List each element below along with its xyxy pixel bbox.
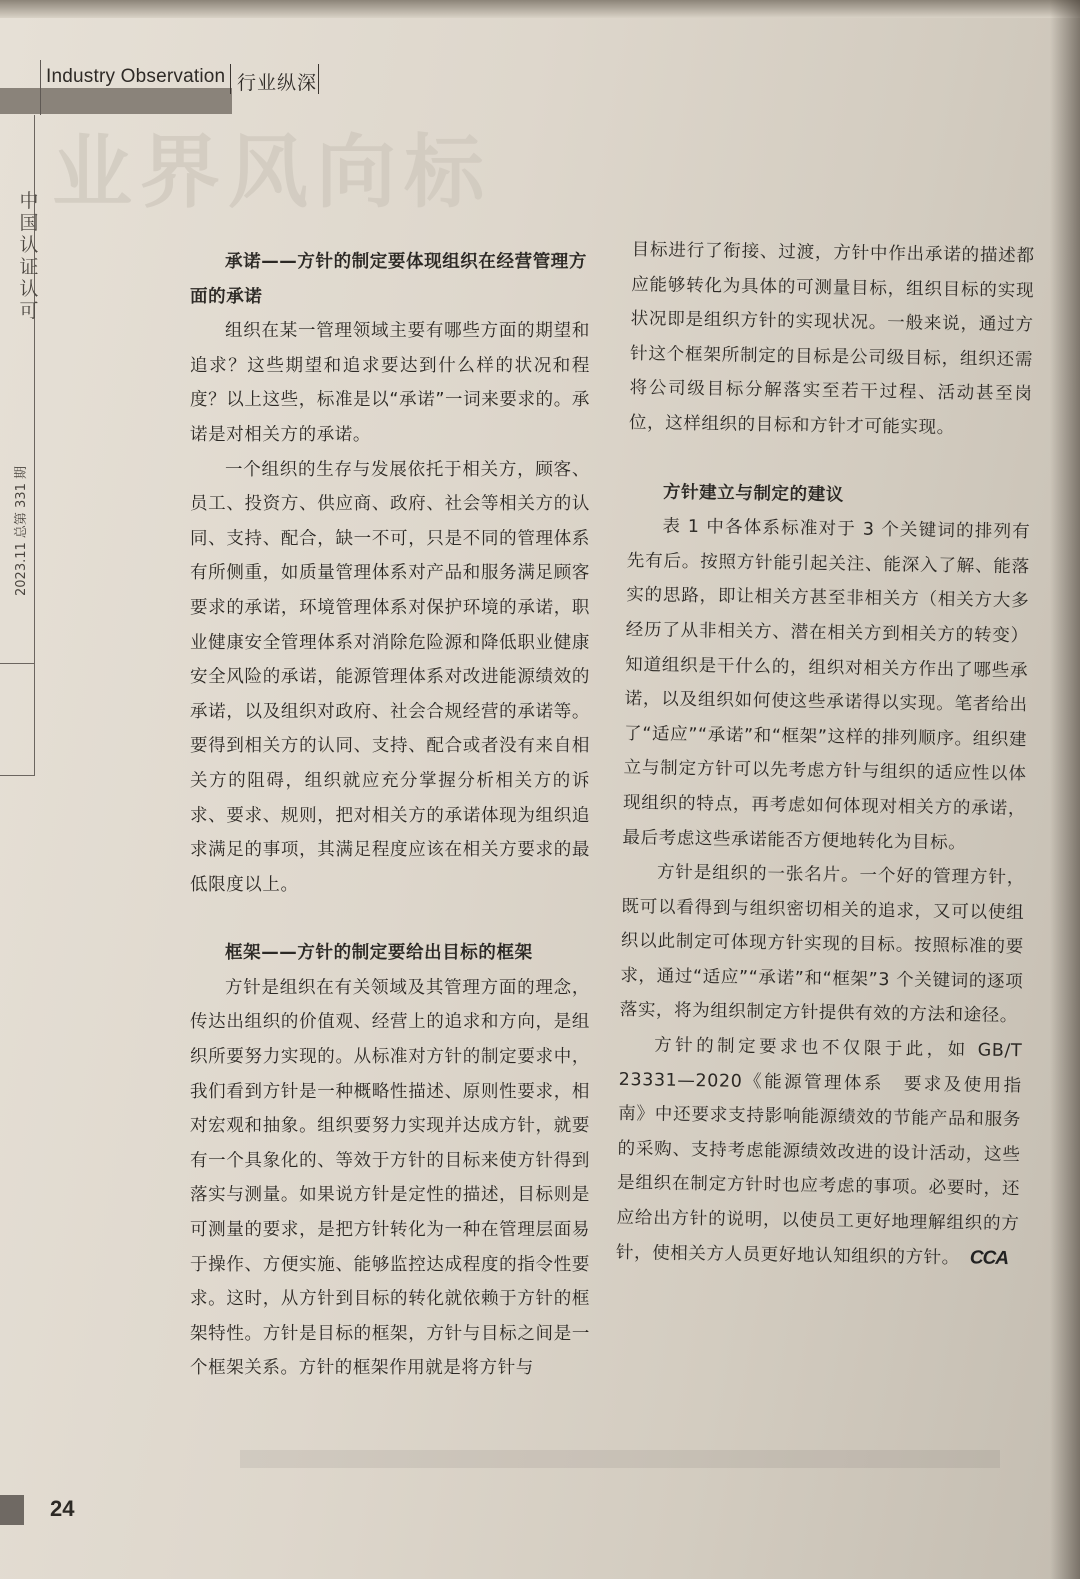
paragraph-text: 方针的制定要求也不仅限于此，如 GB/T 23331—2020《能源管理体系 要求及使用指南》中还要求支持影响能源绩效的节能产品和服务的采购、支持考虑能源绩效改进的设计活动，这些是组织在制定方针时也应考虑的事项。必要时，还应给出方针的说明，以使员工更好地理解组织的方针，使相关方人员更好地认知组织的方针。 — [615, 1035, 1023, 1268]
sidebar-divider — [0, 775, 35, 776]
header-separator — [230, 64, 231, 94]
section-heading: 方针建立与制定的建议 — [662, 482, 845, 505]
paragraph-final — [616, 1028, 1023, 1276]
sidebar-divider — [0, 663, 35, 664]
section-title-en: Industry Observation — [46, 66, 226, 87]
paragraph: 一个组织的生存与发展依托于相关方，顾客、员工、投资方、供应商、政府、社会等相关方的认同、支持、配合，缺一不可，只是不同的管理体系有所侧重，如质量管理体系对产品和服务满足顾客要求的承诺，环境管理体系对保护环境的承诺，职业健康安全管理体系对消除危险源和降低职业健康安全风险的承诺，能源管理体系对改进能源绩效的承诺，以及组织对政府、社会合规经营的承诺等。要得到相关方的认同、支持、配合或者没有来自相关方的阻碍，组织就应充分掌握分析相关方的诉求、要求、规则，把对相关方的承诺体现为组织追求满足的事项，其满足程度应该在相关方要求的最低限度以上。 — [190, 459, 590, 895]
cca-end-logo: CCA — [969, 1247, 1009, 1269]
bleed-through-text — [240, 1450, 1000, 1468]
magazine-name: 中国认证认可 — [19, 190, 39, 322]
page-number-tab — [0, 1495, 24, 1525]
paragraph-continued: 目标进行了衔接、过渡，方针中作出承诺的描述都应能够转化为具体的可测量目标，组织目标的实现状况即是组织方针的实现状况。一般来说，通过方针这个框架所制定的目标是公司级目标，组织还需将公司级目标分解落实至若干过程、活动甚至岗位，这样组织的目标和方针才可能实现。 — [628, 239, 1035, 439]
right-column — [616, 233, 1035, 1276]
issue-label: 2023.11 总第 331 期 — [14, 466, 29, 596]
paragraph: 表 1 中各体系标准对于 3 个关键词的排列有先有后。按照方针能引起关注、能深入了解、能落实的思路，即让相关方甚至非相关方（相关方大多经历了从非相关方、潜在相关方到相关方的转变）知道组织是干什么的，组织对相关方作出了哪些承诺，以及组织如何使这些承诺得以实现。笔者给出了“适应”“承诺”和“框架”这样的排列顺序。组织建立与制定方针可以先考虑方针与组织的适应性以体现组织的特点，再考虑如何体现对相关方的承诺，最后考虑这些承诺能否方便地转化为目标。 — [622, 516, 1031, 853]
section-heading: 承诺——方针的制定要体现组织在经营管理方面的承诺 — [190, 252, 587, 307]
paragraph: 组织在某一管理领域主要有哪些方面的期望和追求？这些期望和追求要达到什么样的状况和程度？以上这些，标准是以“承诺”一词来要求的。承诺是对相关方的承诺。 — [190, 321, 590, 445]
header-vertical-rule — [40, 60, 41, 115]
paragraph: 方针是组织的一张名片。一个好的管理方针，既可以看得到与组织密切相关的追求，又可以使组织以此制定可体现方针实现的目标。按照标准的要求，通过“适应”“承诺”和“框架”3 个关键词的逐项落实，将为组织制定方针提供有效的方法和途径。 — [619, 862, 1026, 1027]
paragraph: 方针是组织在有关领域及其管理方面的理念，传达出组织的价值观、经营上的追求和方向，是组织所要努力实现的。从标准对方针的制定要求中，我们看到方针是一种概略性描述、原则性要求，相对宏观和抽象。组织要努力实现并达成方针，就要有一个具象化的、等效于方针的目标来使方针得到落实与测量。如果说方针是定性的描述，目标则是可测量的要求，是把方针转化为一种在管理层面易于操作、方便实施、能够监控达成程度的指令性要求。这时，从方针到目标的转化就依赖于方针的框架特性。方针是目标的框架，方针与目标之间是一个框架关系。方针的框架作用就是将方针与 — [190, 977, 590, 1379]
section-heading: 框架——方针的制定要给出目标的框架 — [225, 943, 533, 964]
page-number: 24 — [50, 1496, 75, 1521]
left-column — [190, 245, 590, 1386]
section-watermark: 业界风向标 — [52, 126, 492, 219]
header-bar — [0, 88, 232, 114]
header-separator — [318, 64, 319, 94]
page-gutter-shadow — [1050, 0, 1080, 1579]
page-top-edge — [0, 0, 1080, 18]
section-title-cn: 行业纵深 — [237, 72, 318, 94]
